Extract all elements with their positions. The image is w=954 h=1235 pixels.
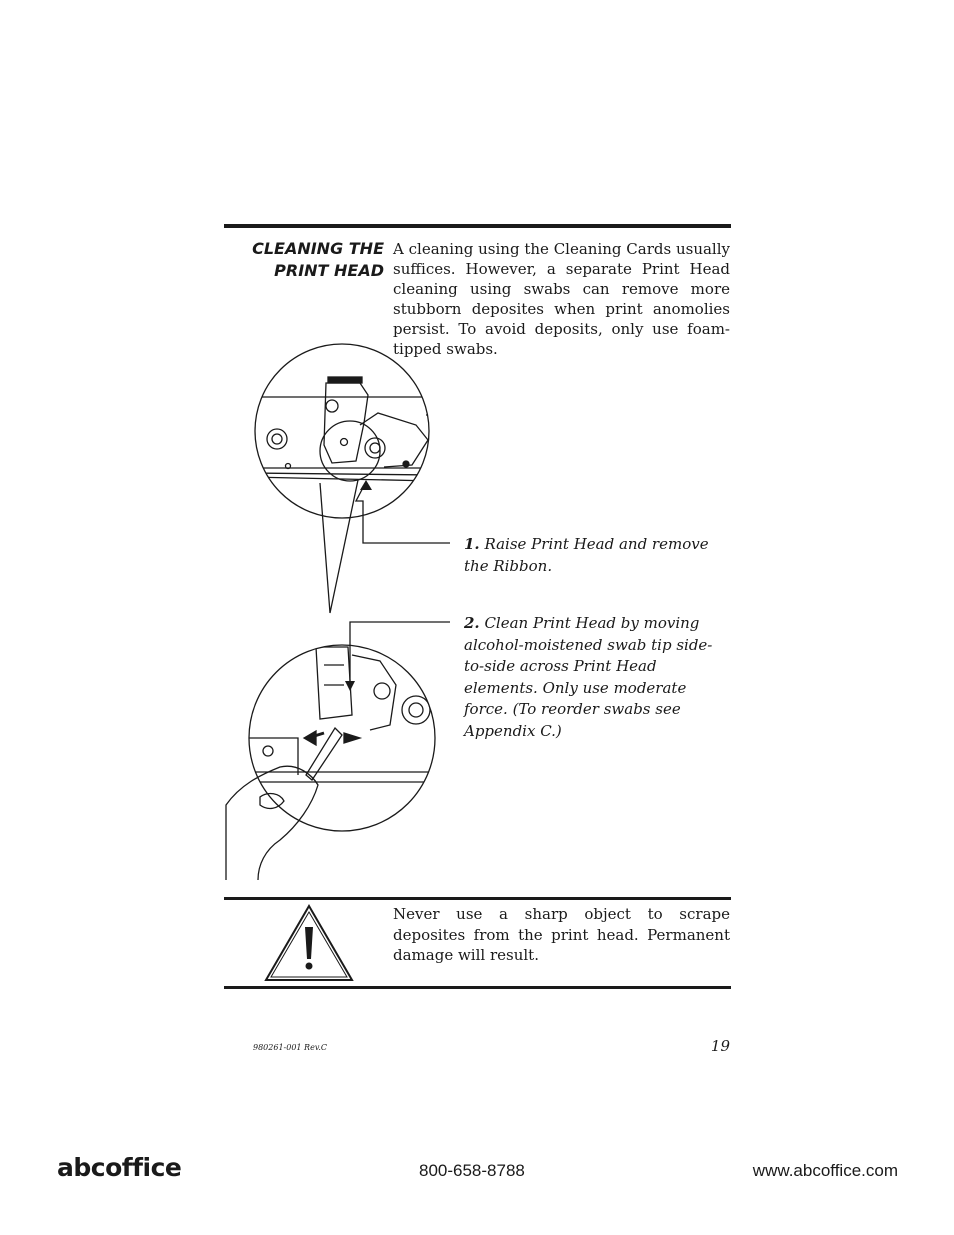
print-head-cleaning-view — [226, 645, 435, 880]
page-number: 19 — [710, 1037, 730, 1055]
document-number: 980261-001 Rev.C — [253, 1043, 328, 1052]
heading-line-1: CLEANING THE — [252, 239, 384, 258]
phone-number: 800-658-8788 — [419, 1161, 525, 1180]
step-2-callout — [464, 613, 732, 742]
brand-logo: abcoffice — [57, 1153, 182, 1182]
step-1-callout — [464, 534, 732, 577]
website-url: www.abcoffice.com — [752, 1161, 898, 1180]
section-heading — [226, 238, 384, 282]
print-head-illustration — [220, 335, 450, 880]
warning-triangle-icon — [263, 903, 355, 983]
warning-bottom-rule — [224, 986, 731, 989]
heading-line-2: PRINT HEAD — [274, 261, 384, 280]
warning-text: Never use a sharp object to scrape deposites from the print head. Permanent damage will result. — [393, 905, 730, 964]
intro-paragraph: A cleaning using the Cleaning Cards usually suffices. However, a separate Print Head cleaning using swabs can remove more stubborn deposites when print anomolies persist. To avoid deposits, only use foam-tipped swabs. — [393, 240, 730, 358]
step-2-text: Clean Print Head by moving alcohol-moistened swab tip side-to-side across Print Head elements. Only use moderate force. (To reorder swabs see Appendix C.) — [464, 614, 713, 740]
warning-top-rule — [224, 897, 731, 900]
top-rule — [224, 224, 731, 228]
step-2-number: 2. — [464, 614, 480, 632]
step-1-text: Raise Print Head and remove the Ribbon. — [464, 535, 709, 575]
printer-detail-view — [250, 344, 435, 518]
step-1-number: 1. — [464, 535, 480, 553]
